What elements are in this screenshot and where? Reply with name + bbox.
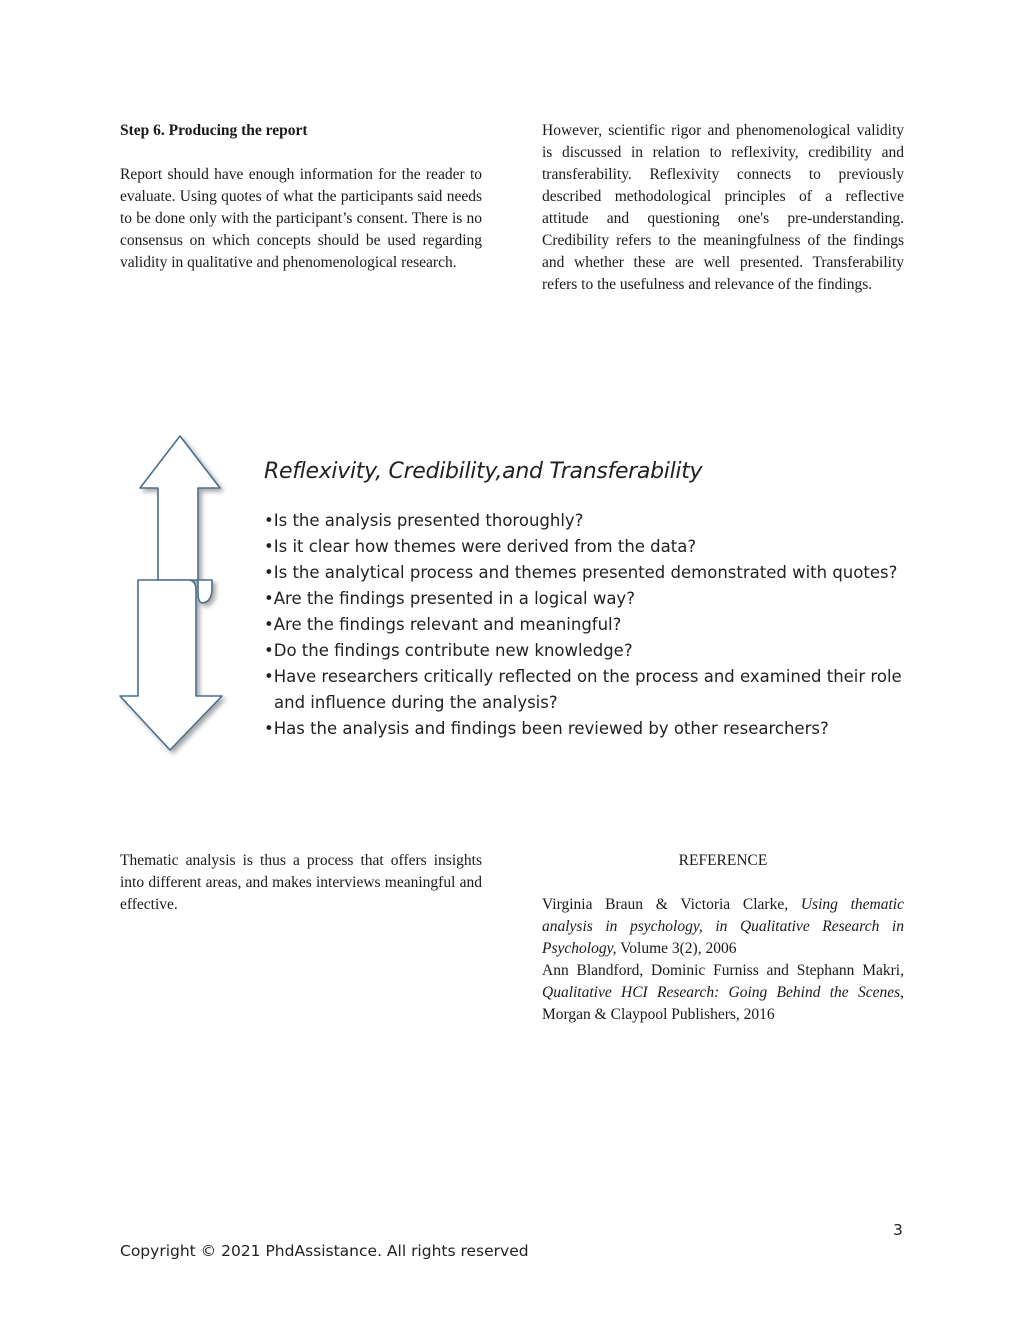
- list-item-continuation: and influence during the analysis?: [274, 693, 558, 712]
- reflexivity-figure: [118, 428, 918, 758]
- spacer: [120, 142, 482, 164]
- list-item: •Is the analysis presented thoroughly?: [264, 511, 584, 530]
- references-title: REFERENCE: [678, 852, 768, 869]
- right-column-top: [542, 120, 904, 296]
- validity-paragraph: However, scientific rigor and phenomenological validity is discussed in relation to reflexivity, credibility and transferability. Reflexivity connects to previously described methodological principles of a reflective attitude and questioning one's pre-understanding. Credibility refers to the meaningfulness of the findings and whether these are well presented. Transferability refers to the usefulness and relevance of the findings.: [542, 122, 904, 293]
- reference-item: [542, 894, 904, 960]
- list-item: •Has the analysis and findings been reviewed by other researchers?: [264, 719, 829, 738]
- list-item: •Is the analytical process and themes presented demonstrated with quotes?: [264, 563, 898, 582]
- reference-details: , Morgan & Claypool Publishers, 2016: [542, 984, 904, 1023]
- reference-title: Using thematic analysis in psychology, in Qualitative Research in Psychology,: [542, 896, 904, 957]
- copyright-notice: Copyright © 2021 PhdAssistance. All rights reserved: [120, 1242, 529, 1260]
- spacer: [542, 872, 904, 894]
- section-heading: Step 6. Producing the report: [120, 122, 308, 139]
- list-item: •Do the findings contribute new knowledge?: [264, 641, 633, 660]
- page-number: 3: [893, 1221, 903, 1239]
- figure-title: Reflexivity, Credibility,and Transferability: [264, 459, 703, 484]
- list-item: •Is it clear how themes were derived from the data?: [264, 537, 697, 556]
- list-item: •Are the findings relevant and meaningful?: [264, 615, 622, 634]
- list-item: •Are the findings presented in a logical way?: [264, 589, 635, 608]
- reference-details: Volume 3(2), 2006: [616, 940, 737, 957]
- left-column-top: [120, 120, 482, 274]
- double-arrow-icon: [118, 428, 248, 758]
- reference-item: [542, 960, 904, 1026]
- list-item: •Have researchers critically reflected on the process and examined their role: [264, 667, 902, 686]
- reference-authors: Virginia Braun & Victoria Clarke,: [542, 896, 801, 913]
- conclusion-paragraph: Thematic analysis is thus a process that offers insights into different areas, and makes interviews meaningful and effective.: [120, 852, 482, 913]
- reference-title: Qualitative HCI Research: Going Behind the Scenes: [542, 984, 901, 1001]
- figure-bullet-list: [264, 508, 902, 742]
- left-column-bottom: [120, 850, 482, 916]
- reference-authors: Ann Blandford, Dominic Furniss and Stephann Makri,: [542, 962, 904, 979]
- references-section: [542, 850, 904, 1026]
- report-paragraph: Report should have enough information for the reader to evaluate. Using quotes of what the participants said needs to be done only with the participant’s consent. There is no consensus on which concepts should be used regarding validity in qualitative and phenomenological research.: [120, 166, 482, 271]
